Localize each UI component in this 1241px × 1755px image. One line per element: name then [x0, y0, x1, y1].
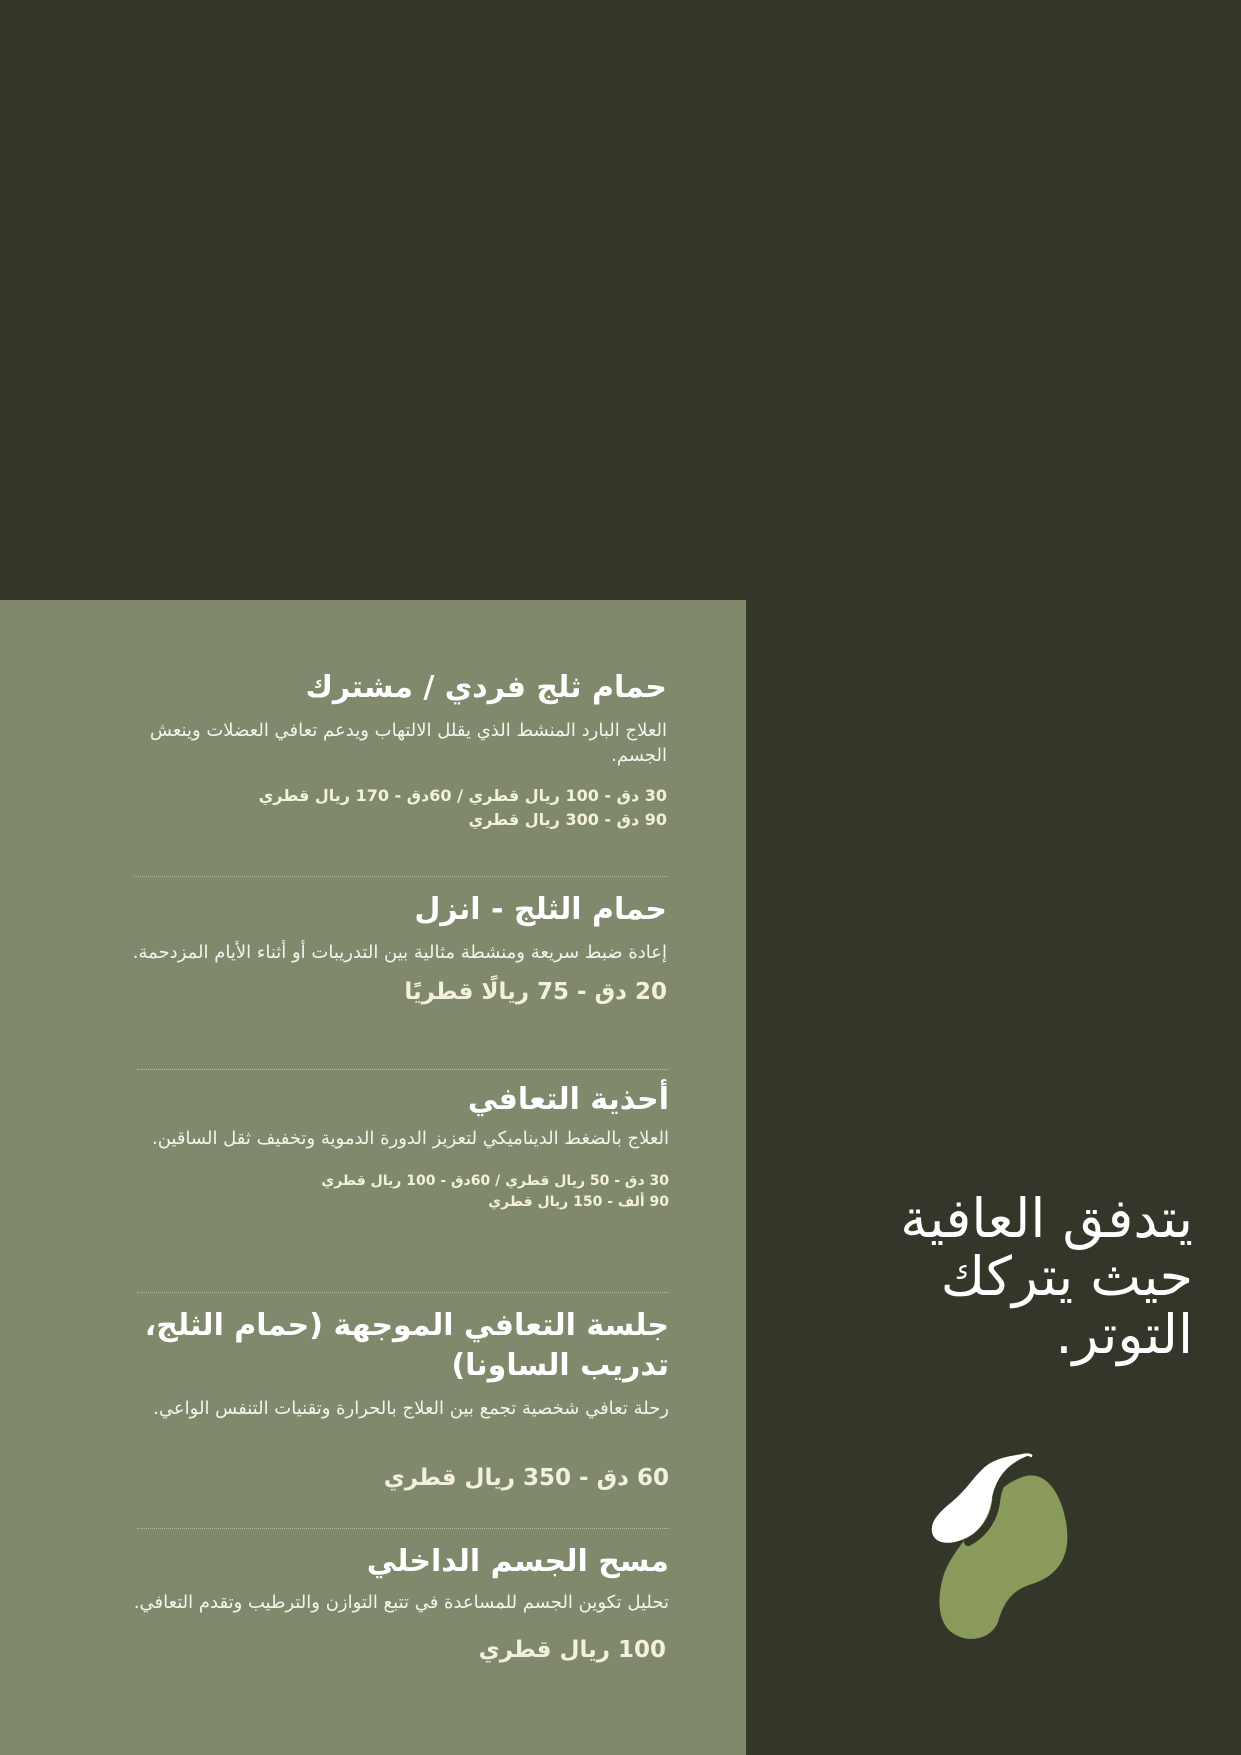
divider — [134, 876, 667, 877]
price-line: 90 دق - 300 ريال قطري — [468, 810, 667, 829]
service-item-ice-bath-shared — [107, 668, 667, 832]
service-title: مسح الجسم الداخلي — [366, 1544, 669, 1579]
service-description: رحلة تعافي شخصية تجمع بين العلاج بالحرارة وتقنيات التنفس الواعي. — [153, 1398, 669, 1419]
divider — [137, 1292, 669, 1293]
menu-panel — [0, 600, 746, 1755]
price-line: 60 دق - 350 ريال قطري — [383, 1465, 669, 1491]
service-price — [99, 1463, 669, 1493]
abstract-blob-logo-icon — [930, 1452, 1080, 1642]
service-item-recovery-boots — [109, 1080, 669, 1213]
service-price — [109, 1171, 669, 1213]
service-description: العلاج بالضغط الديناميكي لتعزيز الدورة الدموية وتخفيف ثقل الساقين. — [151, 1128, 669, 1149]
service-title: جلسة التعافي الموجهة (حمام الثلج، تدريب الساونا) — [144, 1308, 669, 1383]
service-price — [107, 784, 667, 832]
service-title: أحذية التعافي — [467, 1082, 669, 1117]
service-price — [89, 1635, 669, 1665]
tagline-line: يتدفق العافية — [900, 1187, 1193, 1250]
price-line: 90 ألف - 150 ريال قطري — [488, 1194, 669, 1210]
service-title: حمام ثلج فردي / مشترك — [305, 670, 667, 705]
service-title: حمام الثلج - انزل — [414, 892, 667, 927]
service-description: تحليل تكوين الجسم للمساعدة في تتبع التوازن والترطيب وتقدم التعافي. — [133, 1592, 669, 1613]
tagline-line: التوتر. — [1055, 1303, 1193, 1366]
service-description: العلاج البارد المنشط الذي يقلل الالتهاب ويدعم تعافي العضلات وينعش الجسم. — [149, 720, 667, 766]
price-line: 30 دق - 100 ريال قطري / 60دق - 170 ريال قطري — [258, 786, 667, 805]
tagline-line: حيث يتركك — [940, 1245, 1193, 1308]
divider — [137, 1528, 669, 1529]
price-line: 100 ريال قطري — [478, 1637, 666, 1663]
service-item-body-scan — [89, 1542, 669, 1665]
service-price — [107, 977, 667, 1007]
service-description: إعادة ضبط سريعة ومنشطة مثالية بين التدريبات أو أثناء الأيام المزدحمة. — [132, 942, 667, 963]
tagline — [773, 1187, 1193, 1366]
service-item-guided-recovery-session — [99, 1306, 669, 1493]
service-item-ice-bath-drop-in — [107, 890, 667, 1007]
price-line: 20 دق - 75 ريالًا قطريًا — [404, 979, 667, 1005]
divider — [137, 1069, 669, 1070]
price-line: 30 دق - 50 ريال قطري / 60دق - 100 ريال قطري — [321, 1173, 669, 1189]
